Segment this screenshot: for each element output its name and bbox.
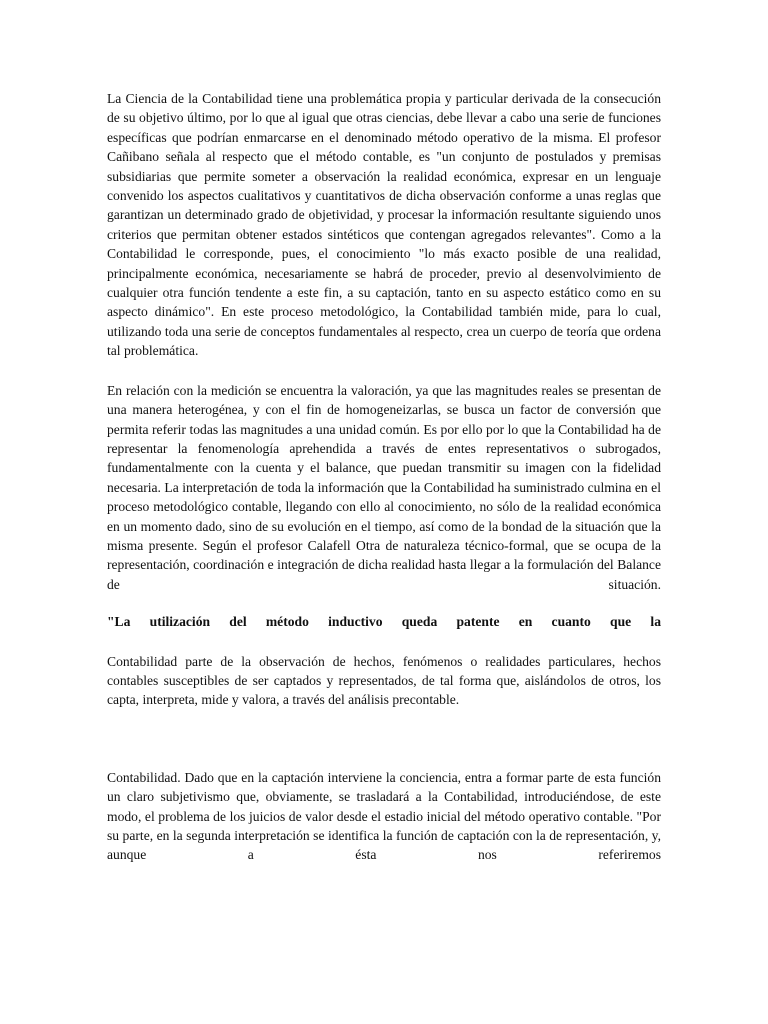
document-page [107,89,661,865]
paragraph-spacer [107,361,661,381]
paragraph-2: En relación con la medición se encuentra la valoración, ya que las magnitudes reales se presentan de una manera heterogénea, y con el fin de homogeneizarlas, se busca un factor de conversión que permita referir todas las magnitudes a una unidad común. Es por ello por lo que la Contabilidad ha de representar la fenomenología aprehendida a través de entes representativos o subrogados, fundamentalmente con la cuenta y el balance, que puedan transmitir su imagen con la fidelidad necesaria. La interpretación de toda la información que la Contabilidad ha suministrado culmina en el proceso metodológico contable, llegando con ello al conocimiento, no sólo de la realidad económica en un momento dado, sino de su evolución en el tiempo, así como de la bondad de la situación que la misma presente. Según el profesor Calafell Otra de naturaleza técnico-formal, que se ocupa de la representación, coordinación e integración de dicha realidad hasta llegar a la formulación del Balance de situación. [107,382,661,592]
paragraph-spacer [107,632,661,652]
paragraph-4: Contabilidad. Dado que en la captación interviene la conciencia, entra a formar parte de esta función un claro subjetivismo que, obviamente, se trasladará a la Contabilidad, introduciéndose, de este modo, el problema de los juicios de valor desde el estadio inicial del método operativo contable. "Por su parte, en la segunda interpretación se identifica la función de captación con la de representación, y, aunque a ésta nos referiremos [107,769,661,863]
paragraph-spacer [107,710,661,768]
paragraph-spacer [107,594,661,612]
paragraph-3: Contabilidad parte de la observación de hechos, fenómenos o realidades particulares, hechos contables susceptibles de ser captados y representados, de tal forma que, aislándolos de otros, los capta, interpreta, mide y valora, a través del análisis precontable. [107,653,661,708]
bold-heading-line: "La utilización del método inductivo queda patente en cuanto que la [107,614,661,630]
paragraph-1: La Ciencia de la Contabilidad tiene una problemática propia y particular derivada de la consecución de su objetivo último, por lo que al igual que otras ciencias, debe llevar a cabo una serie de funciones específicas que podrían enmarcarse en el denominado método operativo de la misma. El profesor Cañibano señala al respecto que el método contable, es "un conjunto de postulados y premisas subsidiarias que permite someter a observación la realidad económica, expresar en un lenguaje convenido los aspectos cualitativos y cuantitativos de dicha observación conforme a unas reglas que garantizan un determinado grado de objetividad, y procesar la información resultante siguiendo unos criterios que permitan obtener estados sintéticos que contengan agregados relevantes". Como a la Contabilidad le corresponde, pues, el conocimiento "lo más exacto posible de una realidad, principalmente económica, necesariamente se habrá de proceder, previo al desenvolvimiento de cualquier otra función tendente a este fin, a su captación, tanto en su aspecto estático como en su aspecto dinámico". En este proceso metodológico, la Contabilidad también mide, para lo cual, utilizando toda una serie de conceptos fundamentales al respecto, crea un cuerpo de teoría que ordena tal problemática. [107,91,661,359]
